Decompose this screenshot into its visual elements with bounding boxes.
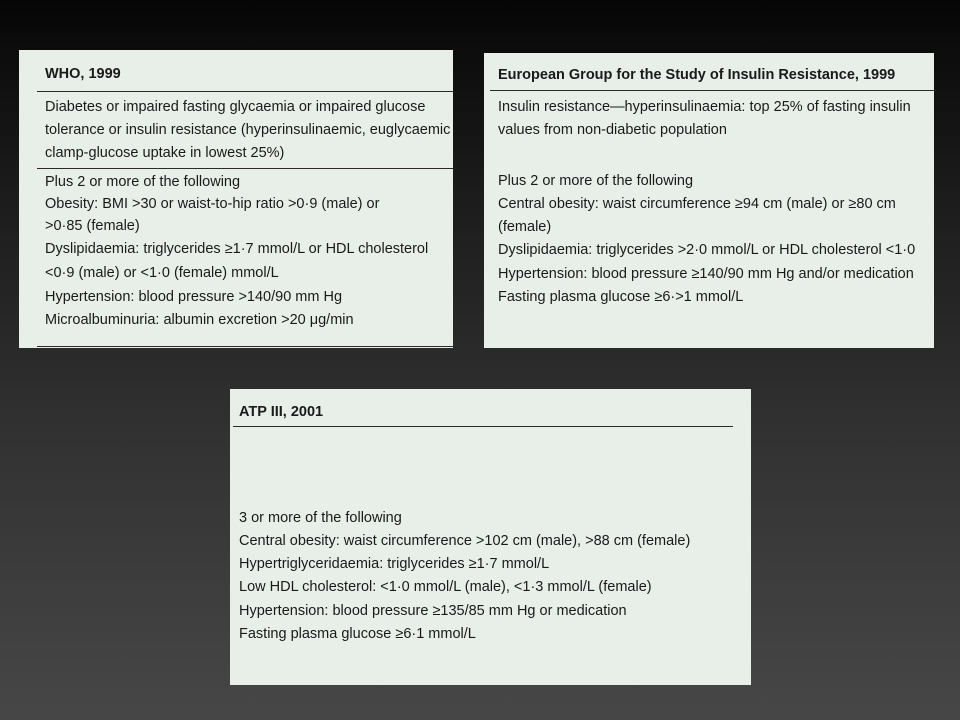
who-line: tolerance or insulin resistance (hyperinsulinaemic, euglycaemic <box>45 122 451 138</box>
atp-title-rule <box>233 426 733 427</box>
egir-line: (female) <box>498 219 552 235</box>
atp-criteria-panel <box>230 389 751 685</box>
atp-line: Central obesity: waist circumference >102 cm (male), >88 cm (female) <box>239 533 691 549</box>
who-line: Plus 2 or more of the following <box>45 174 241 190</box>
egir-criteria-panel <box>484 53 934 348</box>
atp-line: Hypertension: blood pressure ≥135/85 mm Hg or medication <box>239 603 627 619</box>
egir-line: Hypertension: blood pressure ≥140/90 mm Hg and/or medication <box>498 266 914 282</box>
egir-line: Insulin resistance—hyperinsulinaemia: top 25% of fasting insulin <box>498 99 911 115</box>
who-section-rule <box>37 168 453 169</box>
who-line: Obesity: BMI >30 or waist-to-hip ratio >0·9 (male) or <box>45 196 380 212</box>
who-line: Hypertension: blood pressure >140/90 mm Hg <box>45 289 343 305</box>
egir-line: Central obesity: waist circumference ≥94 cm (male) or ≥80 cm <box>498 196 896 212</box>
atp-line: Low HDL cholesterol: <1·0 mmol/L (male), <1·3 mmol/L (female) <box>239 579 652 595</box>
who-line: Diabetes or impaired fasting glycaemia or impaired glucose <box>45 99 426 115</box>
who-title-rule <box>37 91 453 92</box>
atp-panel-title: ATP III, 2001 <box>239 404 324 420</box>
who-line: clamp-glucose uptake in lowest 25%) <box>45 145 285 161</box>
egir-title-rule <box>490 90 934 91</box>
atp-line: 3 or more of the following <box>239 510 402 526</box>
who-panel-title: WHO, 1999 <box>45 66 121 82</box>
who-line: Microalbuminuria: albumin excretion >20 μg/min <box>45 312 354 328</box>
egir-line: Fasting plasma glucose ≥6·>1 mmol/L <box>498 289 744 305</box>
atp-line: Hypertriglyceridaemia: triglycerides ≥1·7 mmol/L <box>239 556 550 572</box>
egir-line: Dyslipidaemia: triglycerides >2·0 mmol/L or HDL cholesterol <1·0 <box>498 242 916 258</box>
who-bottom-rule <box>37 346 453 347</box>
who-line: >0·85 (female) <box>45 218 140 234</box>
who-line: Dyslipidaemia: triglycerides ≥1·7 mmol/L or HDL cholesterol <box>45 241 429 257</box>
egir-panel-title: European Group for the Study of Insulin Resistance, 1999 <box>498 67 896 83</box>
egir-line: Plus 2 or more of the following <box>498 173 694 189</box>
egir-line: values from non-diabetic population <box>498 122 727 138</box>
who-line: <0·9 (male) or <1·0 (female) mmol/L <box>45 265 279 281</box>
atp-line: Fasting plasma glucose ≥6·1 mmol/L <box>239 626 476 642</box>
who-criteria-panel <box>19 50 453 348</box>
